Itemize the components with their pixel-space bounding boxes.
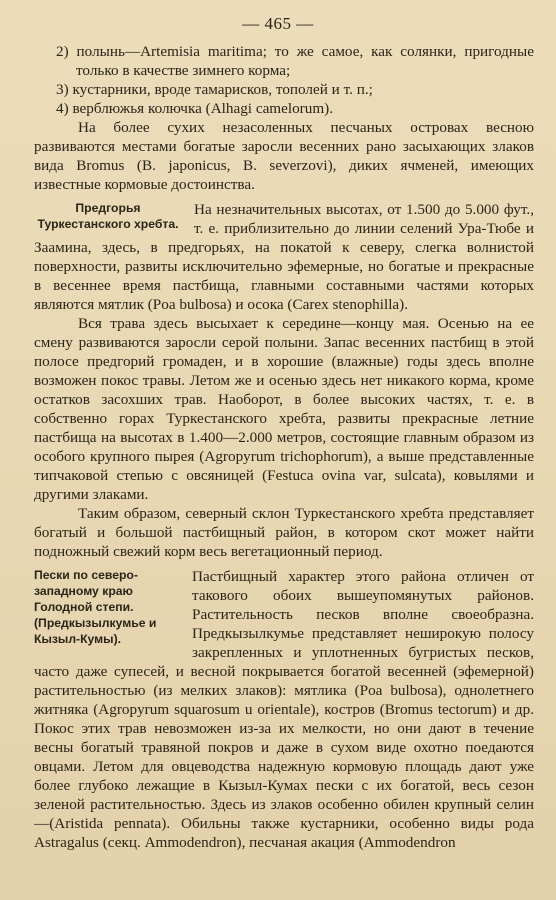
section-text-foothills: На незначительных высотах, от 1.500 до 5.000 фут., т. е. приблизительно до линии селений Ура-Тюбе и Заамина, здесь, в предгорьях, на покатой к северу, слегка волнистой поверхности, развиты исключительно эфемерные, но богатые и прекрасные в весеннее время пастбища, главными составными частями которых являются мятлик (Poa bulbosa) и осока (Carex stenophilla).: [34, 201, 534, 313]
page-number: — 465 —: [242, 14, 314, 33]
paragraph-grass: Вся трава здесь высыхает к середине—концу мая. Осенью на ее смену развиваются заросли серой полыни. Запас весенних пастбищ в этой полосе предгорий громаден, и в хорошие (влажные) годы здесь вполне возможен покос травы. Летом же и осенью здесь нет никакого корма, кроме остатков засохших трав. Наоборот, в более высоких частях, т. е. в собственно горах Туркестанского хребта, развиты прекрасные летние пастбища на высотах в 1.400—2.000 метров, состоящие главным образом из особого крупного пырея (Agropyrum trichophorum), а выше представленные типчаковой степью с овсяницей (Festuca ovina var, sulcata), ковылями и другими злаками.: [34, 315, 534, 503]
section-text-sands: Пастбищный характер этого района отличен от такового обоих вышеупомянутых районов. Растительность песков вполне своеобразна. Предкызылкумье представляет неширокую полосу закрепленных и уплотненных бугристых песков, часто даже супесей, и весной покрывается богатой весенней (эфемерной) растительностью (из мелких злаков): мятлика (Poa bulbosa), однолетнего житняка (Agropyrum squarosum u orientale), костров (Bromus tectorum) и др. Покос этих трав невозможен из-за их мелкости, но они дают в течение весны богатый травяной покров и даже в сухом виде охотно поедаются овцами. Летом для овцеводства надежную кормовую площадь дают уже более глубоко лежащие в Кызыл-Кумах пески с их богатой, весь сезон зеленой растительностью. Здесь из злаков особенно обилен крупный селин—(Aristida pennata). Обильны также кустарники, особенно виды рода Astragalus (секц. Ammodendron), песчаная акация (Ammodendron: [34, 568, 534, 851]
list-item-wormwood: 2) полынь—Artemisia maritima; то же самое, как солянки, пригодные только в качестве зимнего корма;: [56, 43, 534, 79]
section-heading-sands: Пески по северо-западному краю Голодной степи. (Предкызылкумье и Кызыл-Кумы).: [34, 568, 157, 646]
paragraph-islands: На более сухих незасоленных песчаных островах весною развиваются местами богатые заросли весенних рано засыхающих злаков вида Bromus (B. japonicus, B. severzovi), диких ячменей, имеющих известные кормовые достоинства.: [34, 119, 534, 193]
page-content: [34, 42, 534, 852]
section-sands-golodnaya-steppe: [34, 567, 534, 852]
section-heading-foothills: Предгорья Туркестанского хребта.: [37, 201, 179, 231]
list-item-shrubs: 3) кустарники, вроде тамарисков, тополей и т. п.;: [56, 81, 373, 98]
list-item-camel-thorn: 4) верблюжья колючка (Alhagi camelorum).: [56, 100, 333, 117]
section-turkestan-foothills: [34, 200, 534, 314]
paragraph-summary: Таким образом, северный склон Туркестанского хребта представляет богатый и большой пастбищный район, в котором скот может найти подножный свежий корм весь вегетационный период.: [34, 505, 534, 560]
